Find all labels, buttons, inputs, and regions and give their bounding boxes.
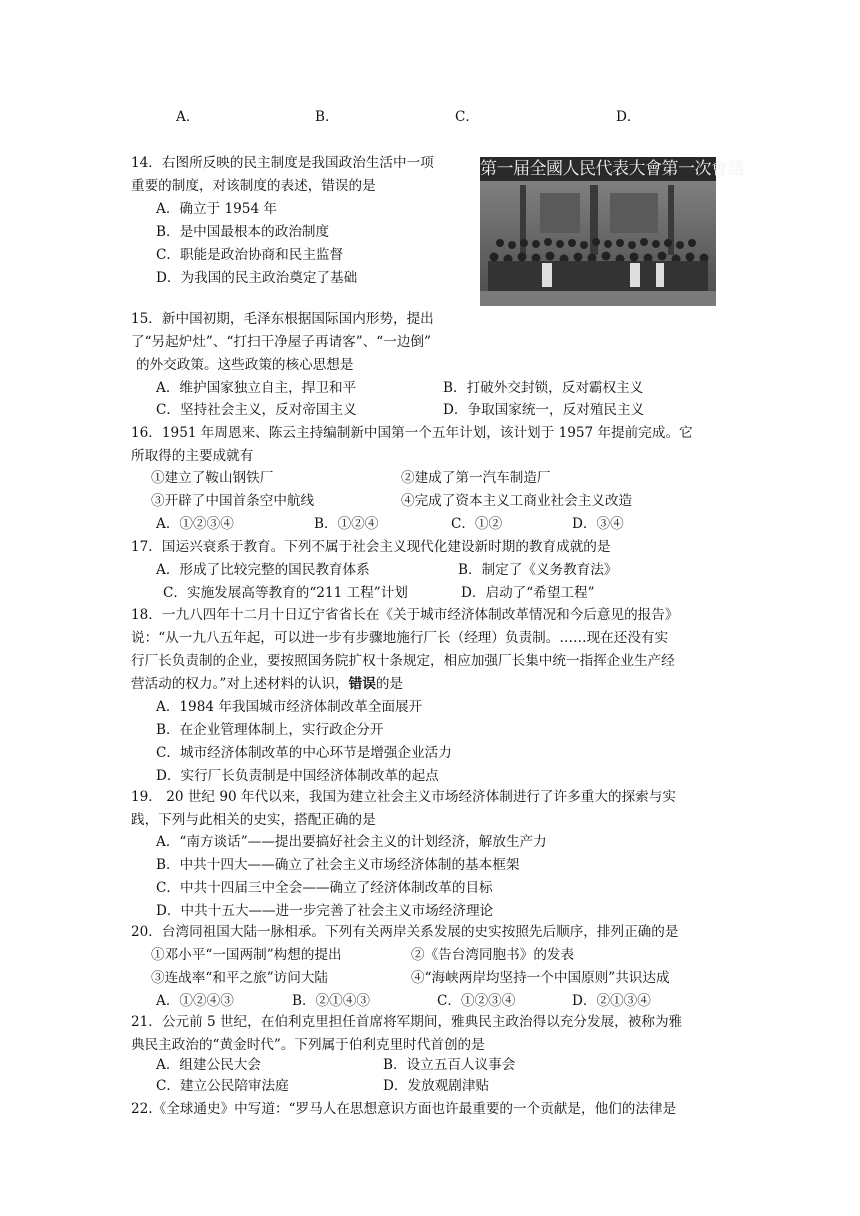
q14-stem-line1: 14．右图所反映的民主制度是我国政治生活中一项 — [131, 155, 434, 171]
q18-stem-line2-prefix: 说： — [131, 630, 159, 646]
q20-option-c: C．①②③④ — [437, 993, 516, 1009]
photo-banner: 第一届全國人民代表大會第一次會議 — [480, 159, 744, 179]
q20-item-2: ②《告台湾同胞书》的发表 — [411, 947, 575, 963]
q16-stem-line2: 所取得的主要成就有 — [131, 448, 254, 464]
q15-option-d: D．争取国家统一，反对殖民主义 — [443, 402, 645, 418]
q15-stem-line1: 15．新中国初期，毛泽东根据国际国内形势，提出 — [131, 311, 434, 327]
q14-stem-line2: 重要的制度，对该制度的表述，错误的是 — [131, 178, 376, 194]
q20-item-3: ③连战率“和平之旅”访问大陆 — [151, 970, 329, 986]
q16-option-c: C．①② — [451, 516, 503, 532]
q20-item-4: ④“海峡两岸均坚持一个中国原则”共识达成 — [411, 970, 670, 986]
q20-stem: 20．台湾同祖国大陆一脉相承。下列有关两岸关系发展的史实按照先后顺序，排列正确的是 — [131, 924, 679, 940]
q16-stem-line1: 16．1951 年周恩来、陈云主持编制新中国第一个五年计划，该计划于 1957 年提前完成。它 — [131, 425, 693, 441]
option-d: D． — [616, 109, 641, 125]
q18-stem-line4 — [131, 674, 403, 694]
q21-option-c: C．建立公民陪审法庭 — [156, 1078, 289, 1094]
q21-option-a: A．组建公民大会 — [156, 1057, 261, 1073]
q19-stem-line1: 19． 20 世纪 90 年代以来，我国为建立社会主义市场经济体制进行了许多重大的探索与实 — [131, 789, 676, 805]
q17-option-a: A．形成了比较完整的国民教育体系 — [156, 562, 370, 578]
q18-quote-end: 营活动的权力。” — [131, 676, 227, 692]
q14-option-d: D．为我国的民主政治奠定了基础 — [156, 270, 358, 286]
q22-stem: 22.《全球通史》中写道：“罗马人在思想意识方面也许最重要的一个贡献是，他们的法律是 — [131, 1101, 677, 1117]
q18-stem-line2 — [131, 628, 668, 648]
option-a: A． — [176, 109, 200, 125]
q14-option-c: C．职能是政治协商和民主监督 — [156, 247, 344, 263]
q18-option-d: D．实行厂长负责制是中国经济体制改革的起点 — [156, 768, 439, 784]
q18-stem-emphasis: 错误 — [348, 676, 376, 692]
q21-stem-line2: 典民主政治的“黄金时代”。下列属于伯利克里时代首创的是 — [131, 1037, 485, 1053]
q18-quote-part1: “从一九八五年起，可以进一步有步骤地施行厂长（经理）负责制。……现在还没有实 — [158, 630, 669, 646]
q17-stem: 17．国运兴衰系于教育。下列不属于社会主义现代化建设新时期的教育成就的是 — [131, 539, 611, 555]
q15-option-c: C．坚持社会主义，反对帝国主义 — [156, 402, 357, 418]
q17-option-b: B．制定了《义务教育法》 — [458, 562, 618, 578]
q16-item-1: ①建立了鞍山钢铁厂 — [151, 470, 274, 486]
q18-stem-text: 对上述材料的认识， — [226, 676, 349, 692]
q15-option-a: A．维护国家独立自主，捍卫和平 — [156, 380, 357, 396]
q21-option-b: B．设立五百人议事会 — [383, 1057, 516, 1073]
q15-option-b: B．打破外交封锁，反对霸权主义 — [443, 380, 644, 396]
q16-item-4: ④完成了资本主义工商业社会主义改造 — [401, 493, 633, 509]
q16-option-b: B．①②④ — [314, 516, 379, 532]
q20-option-b: B．②①④③ — [292, 993, 370, 1009]
q21-stem-line1: 21．公元前 5 世纪，在伯利克里担任首席将军期间，雅典民主政治得以充分发展，被称为雅 — [131, 1014, 683, 1030]
q17-option-d: D．启动了“希望工程” — [461, 585, 595, 601]
q16-item-3: ③开辟了中国首条空中航线 — [151, 493, 315, 509]
q19-option-b: B．中共十四大——确立了社会主义市场经济体制的基本框架 — [156, 857, 520, 873]
q18-option-a: A．1984 年我国城市经济体制改革全面展开 — [156, 699, 423, 715]
q14-option-b: B．是中国最根本的政治制度 — [156, 224, 330, 240]
q18-stem-line1: 18．一九八四年十二月十日辽宁省省长在《关于城市经济体制改革情况和今后意见的报告》 — [131, 607, 679, 623]
q18-quote-part2: 行厂长负责制的企业，要按照国务院扩权十条规定，相应加强厂长集中统一指挥企业生产经 — [131, 653, 675, 669]
q19-option-c: C．中共十四届三中全会——确立了经济体制改革的目标 — [156, 880, 493, 896]
q15-stem-line3: 的外交政策。这些政策的核心思想是 — [136, 357, 354, 373]
q16-option-a: A．①②③④ — [156, 516, 234, 532]
q20-option-a: A．①②④③ — [156, 993, 234, 1009]
q19-option-d: D．中共十五大——进一步完善了社会主义市场经济理论 — [156, 903, 494, 919]
option-c: C． — [455, 109, 479, 125]
q16-item-2: ②建成了第一汽车制造厂 — [401, 470, 551, 486]
q14-option-a: A．确立于 1954 年 — [156, 201, 278, 217]
q20-option-d: D．②①③④ — [572, 993, 651, 1009]
q19-option-a: A．“南方谈话”——提出要搞好社会主义的计划经济，解放生产力 — [156, 834, 547, 850]
q19-stem-line2: 践，下列与此相关的史实，搭配正确的是 — [131, 812, 376, 828]
q21-option-d: D．发放观剧津贴 — [383, 1078, 490, 1094]
q20-item-1: ①邓小平“一国两制”构想的提出 — [151, 947, 342, 963]
q18-stem-suffix: 的是 — [375, 676, 404, 692]
congress-photo — [480, 157, 744, 306]
q16-option-d: D．③④ — [572, 516, 624, 532]
q15-stem-line2: 了“另起炉灶”、“打扫干净屋子再请客”、“一边倒” — [131, 334, 431, 350]
option-b: B． — [315, 109, 339, 125]
q17-option-c: C．实施发展高等教育的“211 工程”计划 — [163, 585, 408, 601]
q18-option-b: B．在企业管理体制上，实行政企分开 — [156, 722, 384, 738]
q18-option-c: C．城市经济体制改革的中心环节是增强企业活力 — [156, 745, 452, 761]
